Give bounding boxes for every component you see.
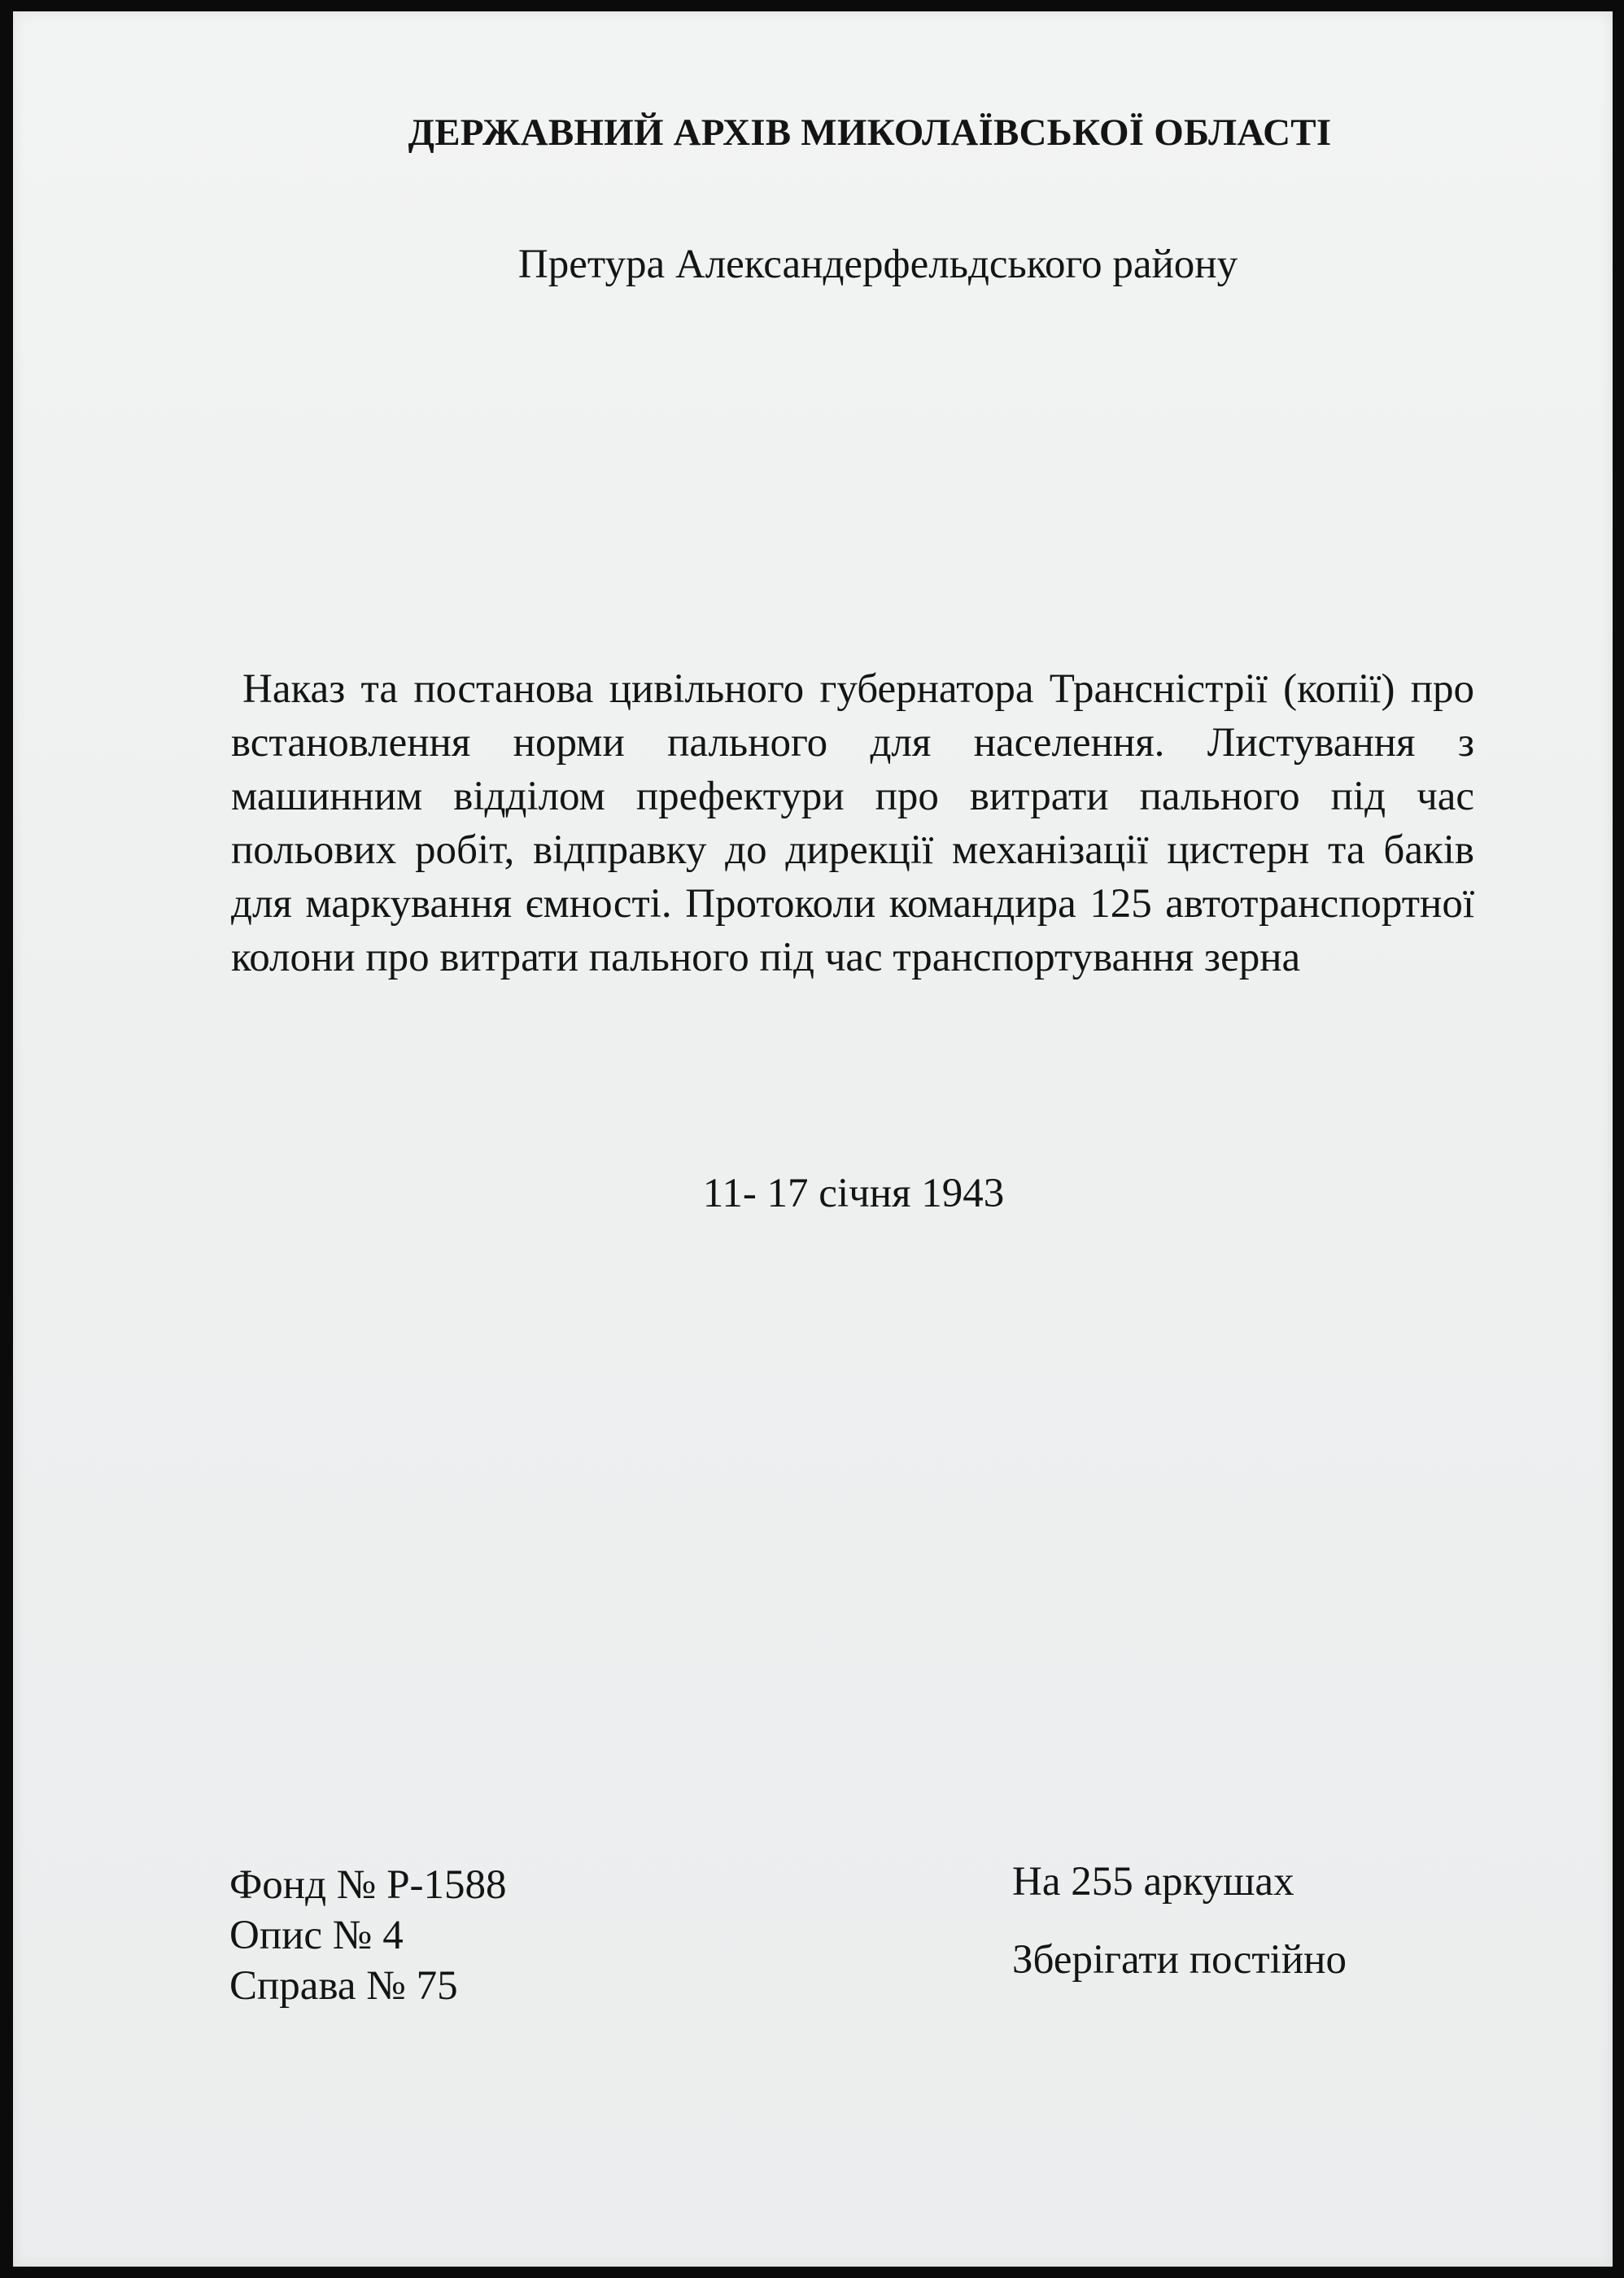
sheet-count: На 255 аркушах	[1012, 1859, 1294, 1905]
archive-title	[13, 111, 1613, 155]
date-range-text: 11- 17 січня 1943	[702, 1171, 1005, 1216]
sprava-number: Справа № 75	[229, 1963, 458, 2009]
institution-text: Претура Александерфельдського району	[517, 242, 1238, 287]
date-range	[13, 1170, 1613, 1217]
archival-reference	[229, 1860, 507, 2011]
file-description: Наказ та постанова цивільного губернатора Трансністрії (копії) про встановлення норми пального для населення. Листування з машинним відділом префектури про витрати пального під час польових робіт, відправку до дирекції механізації цистерн та баків для маркування ємності. Протоколи командира 125 автотранспортної колони про витрати пального під час транспортування зерна	[231, 666, 1474, 980]
retention-period: Зберігати постійно	[1012, 1937, 1347, 1983]
document-sheet	[13, 11, 1613, 2267]
fond-number: Фонд № Р-1588	[229, 1862, 507, 1908]
archive-title-text: ДЕРЖАВНИЙ АРХІВ МИКОЛАЇВСЬКОЇ ОБЛАСТІ	[408, 111, 1332, 154]
opys-number: Опис № 4	[229, 1913, 404, 1958]
institution-subtitle	[13, 241, 1613, 288]
storage-info	[1012, 1858, 1347, 1983]
